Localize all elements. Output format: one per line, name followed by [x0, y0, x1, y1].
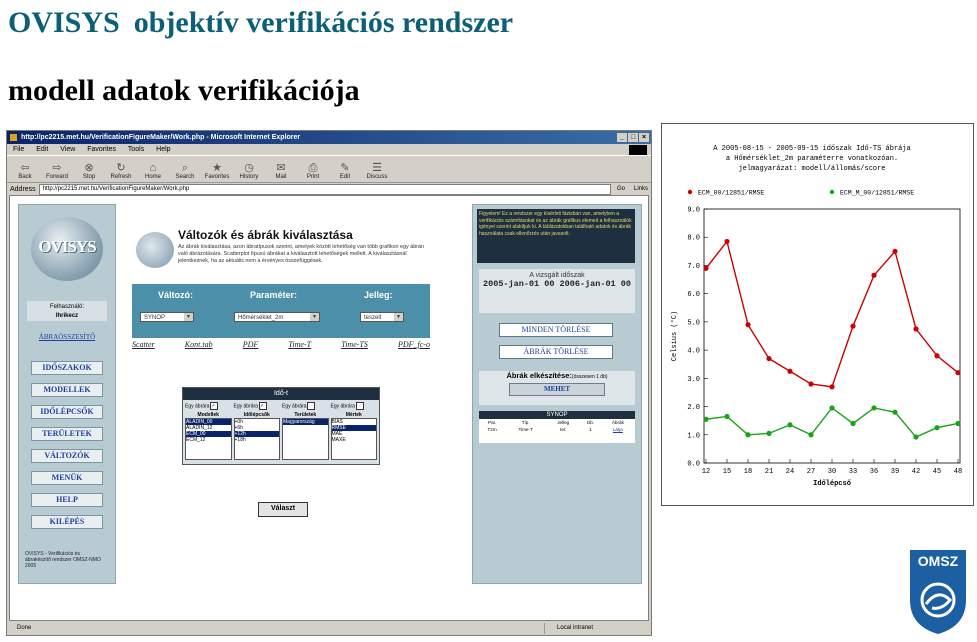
tab-kont-tab[interactable]: Kont.tab: [184, 340, 213, 349]
y-tick-label: 2.0: [687, 404, 700, 413]
right-panel: [472, 204, 642, 584]
address-bar: [7, 183, 651, 195]
data-point-0: [808, 381, 813, 386]
user-name: Ihrikecz: [55, 313, 79, 319]
table-header-row: Par. Típ. Jelleg Db. Ábrák: [488, 420, 624, 425]
synop-table: [479, 411, 635, 443]
list-item: ECM_00: [186, 431, 231, 437]
data-point-1: [766, 431, 771, 436]
minimize-icon[interactable]: _: [617, 133, 627, 142]
links-button[interactable]: Links: [633, 186, 648, 192]
stop-button[interactable]: ⊗ Stop: [75, 162, 103, 182]
nav-button-menus[interactable]: MENÜK: [31, 471, 103, 485]
home-icon: ⌂: [149, 162, 157, 174]
chevron-down-icon: ▼: [394, 313, 403, 321]
nav-button-steps[interactable]: IDŐLÉPCSŐK: [31, 405, 103, 419]
menu-tools[interactable]: Tools: [127, 146, 145, 153]
y-tick-label: 7.0: [687, 262, 700, 271]
main-panel: [122, 204, 468, 582]
data-point-0: [934, 353, 939, 358]
tab-time-t[interactable]: Time-T: [288, 340, 312, 349]
delete-figures-button[interactable]: ÁBRÁK TÖRLÉSE: [499, 345, 613, 359]
y-tick-label: 6.0: [687, 291, 700, 300]
list-item: RMSE: [332, 425, 377, 431]
tab-time-ts[interactable]: Time-TS: [341, 340, 368, 349]
menu-file[interactable]: File: [13, 146, 25, 153]
satellite-dish-icon: [136, 232, 174, 268]
x-tick-label: 21: [764, 468, 774, 476]
data-point-1: [934, 425, 939, 430]
history-button[interactable]: ◷ History: [235, 162, 263, 182]
data-point-1: [955, 421, 960, 426]
chart-type-tabs: [132, 340, 430, 352]
x-tick-label: 24: [785, 468, 795, 476]
address-label: Address: [10, 185, 36, 193]
y-tick-label: 4.0: [687, 347, 700, 356]
nav-button-areas[interactable]: TERÜLETEK: [31, 427, 103, 441]
menu-favorites[interactable]: Favorites: [87, 146, 117, 153]
nav-button-variables[interactable]: VÁLTOZÓK: [31, 449, 103, 463]
synop-title: SYNOP: [479, 411, 635, 419]
browser-window-title: http://pc2215.met.hu/VerificationFigureMaker/Work.php - Microsoft Internet Explorer: [21, 134, 301, 141]
home-button[interactable]: ⌂ Home: [139, 162, 167, 182]
data-point-1: [892, 410, 897, 415]
forward-button[interactable]: ⇨ Forward: [43, 162, 71, 182]
nav-button-periods[interactable]: IDŐSZAKOK: [31, 361, 103, 375]
stop-icon: ⊗: [84, 162, 94, 174]
data-point-0: [955, 370, 960, 375]
x-tick-label: 39: [890, 468, 900, 476]
tab-scatter[interactable]: Scatter: [132, 340, 155, 349]
steps-list[interactable]: Időlépcsők +0h +6h +12h +18h: [234, 412, 281, 460]
chevron-down-icon: ▼: [184, 313, 193, 321]
ovisys-logo-text: OVISYS: [38, 237, 96, 256]
parameter-header: Paraméter:: [250, 290, 298, 300]
slide-title-rest: objektív verifikációs rendszer: [133, 6, 514, 39]
data-point-0: [829, 384, 834, 389]
data-point-0: [766, 356, 771, 361]
main-description: Az ábrák kiválasztása, azon ábratípusok szerint, amelyek között lehetőség van több grafikon egy ábrán való ábrázolására. Scatterplot típusú ábrákat a kiválasztott lehetőségek mellett. A kiválasztásnál jelentkeznek, ha az aktuális nem a érvényes összefüggések.: [178, 244, 425, 264]
search-button[interactable]: ⌕ Search: [171, 162, 199, 182]
legend-label: ECM_00/12851/RMSE: [698, 189, 765, 197]
metrics-list[interactable]: Mértek BIAS RMSE MAE MAXE: [331, 412, 378, 460]
refresh-button[interactable]: ↻ Refresh: [107, 162, 135, 182]
discuss-icon: ☰: [372, 162, 382, 174]
mail-button[interactable]: ✉ Mail: [267, 162, 295, 182]
user-box: [27, 301, 107, 321]
browser-window: [6, 130, 652, 636]
chevron-down-icon: ▼: [310, 313, 319, 321]
parameter-select[interactable]: Hőmérséklet_2m ▼: [234, 312, 320, 322]
x-tick-label: 36: [869, 468, 879, 476]
summary-link[interactable]: ÁBRAÖSSZESÍTŐ: [38, 333, 96, 341]
mail-icon: ✉: [276, 162, 286, 174]
areas-list[interactable]: Területek Magyarország: [282, 412, 329, 460]
left-navigation: [18, 204, 116, 584]
table-row: T2m Time-T ter. 1 Látja: [479, 426, 635, 433]
delete-all-button[interactable]: MINDEN TÖRLÉSE: [499, 323, 613, 337]
period-label: A vizsgált időszak: [529, 272, 585, 279]
legend-label: ECM_M_00/12851/RMSE: [840, 189, 915, 197]
print-icon: ⎙: [308, 162, 318, 174]
one-figure-checkbox[interactable]: ✓: [210, 402, 218, 410]
selector-box: [132, 284, 430, 338]
chart-panel: [661, 123, 974, 506]
browser-title-bar: [7, 131, 651, 144]
tab-pdf-fc-o[interactable]: PDF_fc-o: [397, 340, 430, 349]
x-axis-label: Időlépcső: [813, 480, 851, 488]
close-icon[interactable]: ×: [639, 133, 649, 142]
make-count: (összesen 1 db): [571, 374, 608, 380]
x-tick-label: 48: [953, 468, 963, 476]
slide-subtitle: modell adatok verifikációja: [8, 74, 360, 107]
favorites-button[interactable]: ★ Favorites: [204, 162, 230, 180]
data-point-1: [787, 422, 792, 427]
go-make-button[interactable]: MEHET: [509, 383, 605, 396]
edit-icon: ✎: [340, 162, 350, 174]
back-arrow-icon: ⇦: [20, 162, 30, 174]
data-point-1: [829, 405, 834, 410]
browser-menu-bar: [7, 144, 651, 155]
flag-select[interactable]: teszelt ▼: [360, 312, 404, 322]
y-tick-label: 0.0: [687, 460, 700, 469]
ie-icon: [10, 134, 17, 141]
period-box: [479, 269, 635, 313]
x-tick-label: 33: [848, 468, 858, 476]
data-point-1: [745, 432, 750, 437]
y-tick-label: 5.0: [687, 319, 700, 328]
data-point-1: [808, 432, 813, 437]
list-item: ECM_12: [186, 437, 206, 443]
chart-title-line: a Hőmérséklet_2m paraméterre vonatkozóan.: [725, 155, 899, 163]
address-input[interactable]: http://pc2215.met.hu/VerificationFigureMaker/Work.php: [39, 184, 611, 195]
favorites-icon: ★: [212, 162, 222, 174]
make-figures-box: [479, 371, 635, 405]
nav-button-exit[interactable]: KILÉPÉS: [31, 515, 103, 529]
y-tick-label: 8.0: [687, 234, 700, 243]
back-button[interactable]: ⇦ Back: [11, 162, 39, 182]
make-label: Ábrák elkészítése:: [506, 371, 572, 380]
browser-viewport: [9, 195, 649, 621]
menu-view[interactable]: View: [60, 146, 76, 153]
maximize-icon[interactable]: □: [628, 133, 638, 142]
flag-header: Jelleg:: [364, 290, 393, 300]
y-tick-label: 1.0: [687, 432, 700, 441]
variable-select[interactable]: SYNOP ▼: [140, 312, 194, 322]
nav-button-help[interactable]: HELP: [31, 493, 103, 507]
data-point-1: [913, 434, 918, 439]
time-series-chart: [662, 124, 973, 505]
data-point-0: [703, 266, 708, 271]
print-button[interactable]: ⎙ Print: [299, 162, 327, 182]
go-button[interactable]: Go: [616, 186, 625, 192]
x-tick-label: 18: [743, 468, 753, 476]
time-t-box: Idő-t Egy ábrára ✓ Egy ábrára ✓ Egy ábrára Egy ábrára Modellek ALADIN_00 ALADIN_12 ECM_00 ECM_12 Időlépcsők +0h +6h +12h +18h Területek Magyarország Mértek BIAS RMSE MAE MAXE: [182, 387, 380, 465]
menu-help[interactable]: Help: [156, 146, 171, 153]
x-tick-label: 45: [932, 468, 942, 476]
status-text: Done: [17, 625, 32, 631]
list-item: Magyarország: [283, 419, 328, 425]
refresh-icon: ↻: [116, 162, 126, 174]
y-tick-label: 9.0: [687, 206, 700, 215]
data-point-1: [850, 421, 855, 426]
list-item: +0h: [234, 419, 243, 425]
discuss-button[interactable]: ☰ Discuss: [363, 162, 391, 182]
x-tick-label: 15: [722, 468, 732, 476]
data-point-0: [892, 249, 897, 254]
slide-title: [8, 6, 527, 40]
search-icon: ⌕: [181, 162, 189, 174]
data-point-0: [745, 322, 750, 327]
list-item: BIAS: [331, 419, 343, 425]
data-point-0: [871, 273, 876, 278]
list-item: MAXE: [331, 437, 346, 443]
variable-header: Változó:: [158, 290, 193, 300]
chart-title-line: A 2005-08-15 - 2005-09-15 időszak Idő-TS ábrája: [713, 145, 911, 153]
data-point-1: [871, 405, 876, 410]
series-line-1: [706, 408, 958, 437]
chart-title-line: jelmagyarázat: modell/állomás/score: [738, 165, 886, 173]
nav-button-models[interactable]: MODELLEK: [31, 383, 103, 397]
main-title: Változók és ábrák kiválasztása: [178, 228, 353, 242]
tab-pdf[interactable]: PDF: [242, 340, 259, 349]
time-t-title: Idő-t: [183, 388, 379, 400]
user-label: Felhasználó:: [49, 304, 85, 310]
period-value: 2005-jan-01 00 2006-jan-01 00: [483, 279, 631, 289]
omsz-logo-text: OMSZ: [917, 553, 959, 569]
zone-text: Local intranet: [544, 623, 649, 634]
list-item: ALADIN_12: [186, 425, 213, 431]
slide-title-acronym: OVISYS: [8, 6, 120, 39]
data-point-0: [850, 324, 855, 329]
warning-note: Figyelem! Ez a rendszer egy kísérleti fázisban van, amelyben a verifikációs számításokat és az ábrák grafikus elemeit a felhasználók igényei szerint alakítjuk ki. A táblázatokban található adatok és ábrák használata csak ellenőrzés után javasolt.: [477, 209, 635, 263]
windows-logo-icon: [629, 145, 647, 155]
y-tick-label: 3.0: [687, 375, 700, 384]
status-bar: [9, 623, 649, 634]
series-line-0: [706, 241, 958, 386]
x-tick-label: 30: [827, 468, 837, 476]
list-item: +12h: [235, 431, 280, 437]
x-tick-label: 42: [911, 468, 921, 476]
one-figure-checkbox[interactable]: [356, 402, 364, 410]
data-point-0: [913, 326, 918, 331]
omsz-logo: [906, 548, 970, 636]
x-tick-label: 27: [806, 468, 816, 476]
data-point-1: [724, 414, 729, 419]
view-link[interactable]: Látja: [612, 427, 623, 432]
list-item: MAE: [331, 431, 343, 437]
menu-edit[interactable]: Edit: [36, 146, 49, 153]
history-icon: ◷: [244, 162, 254, 174]
data-point-0: [724, 239, 729, 244]
legend-marker: [830, 190, 834, 194]
data-point-1: [703, 417, 708, 422]
models-list[interactable]: Modellek ALADIN_00 ALADIN_12 ECM_00 ECM_12: [185, 412, 232, 460]
x-tick-label: 12: [701, 468, 711, 476]
footer-note: OVISYS - Verifikációs és ábrakészítő rendszer OMSZ-NMO 2005: [25, 551, 101, 569]
edit-button[interactable]: ✎ Edit: [331, 162, 359, 182]
one-figure-checkbox[interactable]: [307, 402, 315, 410]
y-axis-label: Celsius (°C): [671, 310, 679, 362]
select-button[interactable]: Választ: [258, 502, 308, 517]
browser-toolbar: [7, 155, 651, 183]
list-item: +18h: [234, 437, 246, 443]
data-point-0: [787, 369, 792, 374]
legend-marker: [688, 190, 692, 194]
list-item: +6h: [234, 425, 243, 431]
list-item: ALADIN_00: [186, 419, 231, 425]
one-figure-checkbox[interactable]: ✓: [259, 402, 267, 410]
forward-arrow-icon: ⇨: [52, 162, 62, 174]
